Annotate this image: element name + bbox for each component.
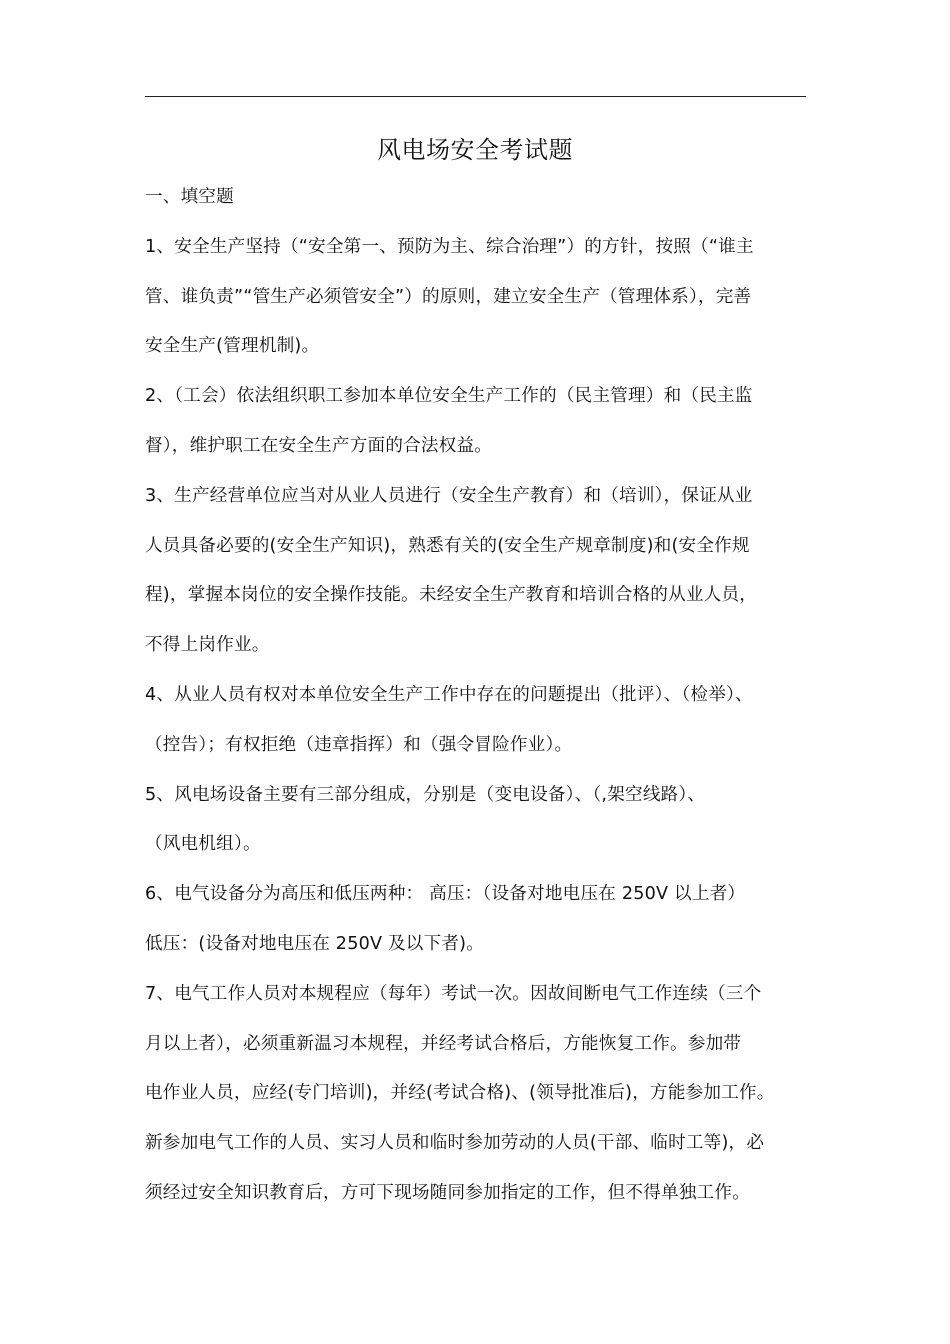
text-line: 1、安全生产坚持（“安全第一、预防为主、综合治理”）的方针，按照（“谁主 (145, 236, 754, 257)
text-line: （风电机组）。 (145, 834, 261, 855)
text-line: 人员具备必要的(安全生产知识)，熟悉有关的(安全生产规章制度)和(安全作规 (145, 535, 750, 556)
text-line: 3、生产经营单位应当对从业人员进行（安全生产教育）和（培训），保证从业 (145, 485, 753, 506)
text-line: 须经过安全知识教育后，方可下现场随同参加指定的工作，但不得单独工作。 (145, 1182, 750, 1203)
text-line: 程)，掌握本岗位的安全操作技能。未经安全生产教育和培训合格的从业人员， (145, 585, 758, 606)
text-line: 不得上岗作业。 (145, 635, 270, 656)
text-line: 督），维护职工在安全生产方面的合法权益。 (145, 435, 493, 456)
document-body (145, 173, 820, 1219)
text-line: 月以上者），必须重新温习本规程，并经考试合格后，方能恢复工作。参加带 (145, 1033, 742, 1054)
text-line: 管、谁负责”“管生产必须管安全”）的原则，建立安全生产（管理体系），完善 (145, 286, 752, 307)
text-line: （控告）；有权拒绝（违章指挥）和（强令冒险作业）。 (145, 734, 573, 755)
text-line: 4、从业人员有权对本单位安全生产工作中存在的问题提出（批评）、（检举）、 (145, 684, 753, 705)
text-line: 安全生产(管理机制)。 (145, 336, 320, 357)
text-line: 5、风电场设备主要有三部分组成，分别是（变电设备）、（,架空线路）、 (145, 784, 706, 805)
text-line: 新参加电气工作的人员、实习人员和临时参加劳动的人员(干部、临时工等)，必 (145, 1133, 765, 1154)
text-line: 低压：(设备对地电压在 250V 及以下者)。 (145, 933, 485, 954)
section-heading: 一、填空题 (145, 187, 234, 207)
text-line: 7、电气工作人员对本规程应（每年）考试一次。因故间断电气工作连续（三个 (145, 983, 762, 1004)
header-rule (145, 96, 806, 97)
document-title: 风电场安全考试题 (377, 136, 573, 164)
text-line: 6、电气设备分为高压和低压两种： 高压：（设备对地电压在 250V 以上者） (145, 884, 746, 905)
text-line: 2、（工会）依法组织职工参加本单位安全生产工作的（民主管理）和（民主监 (145, 386, 753, 407)
text-line: 电作业人员，应经(专门培训)，并经(考试合格)、(领导批准后)，方能参加工作。 (145, 1083, 775, 1104)
